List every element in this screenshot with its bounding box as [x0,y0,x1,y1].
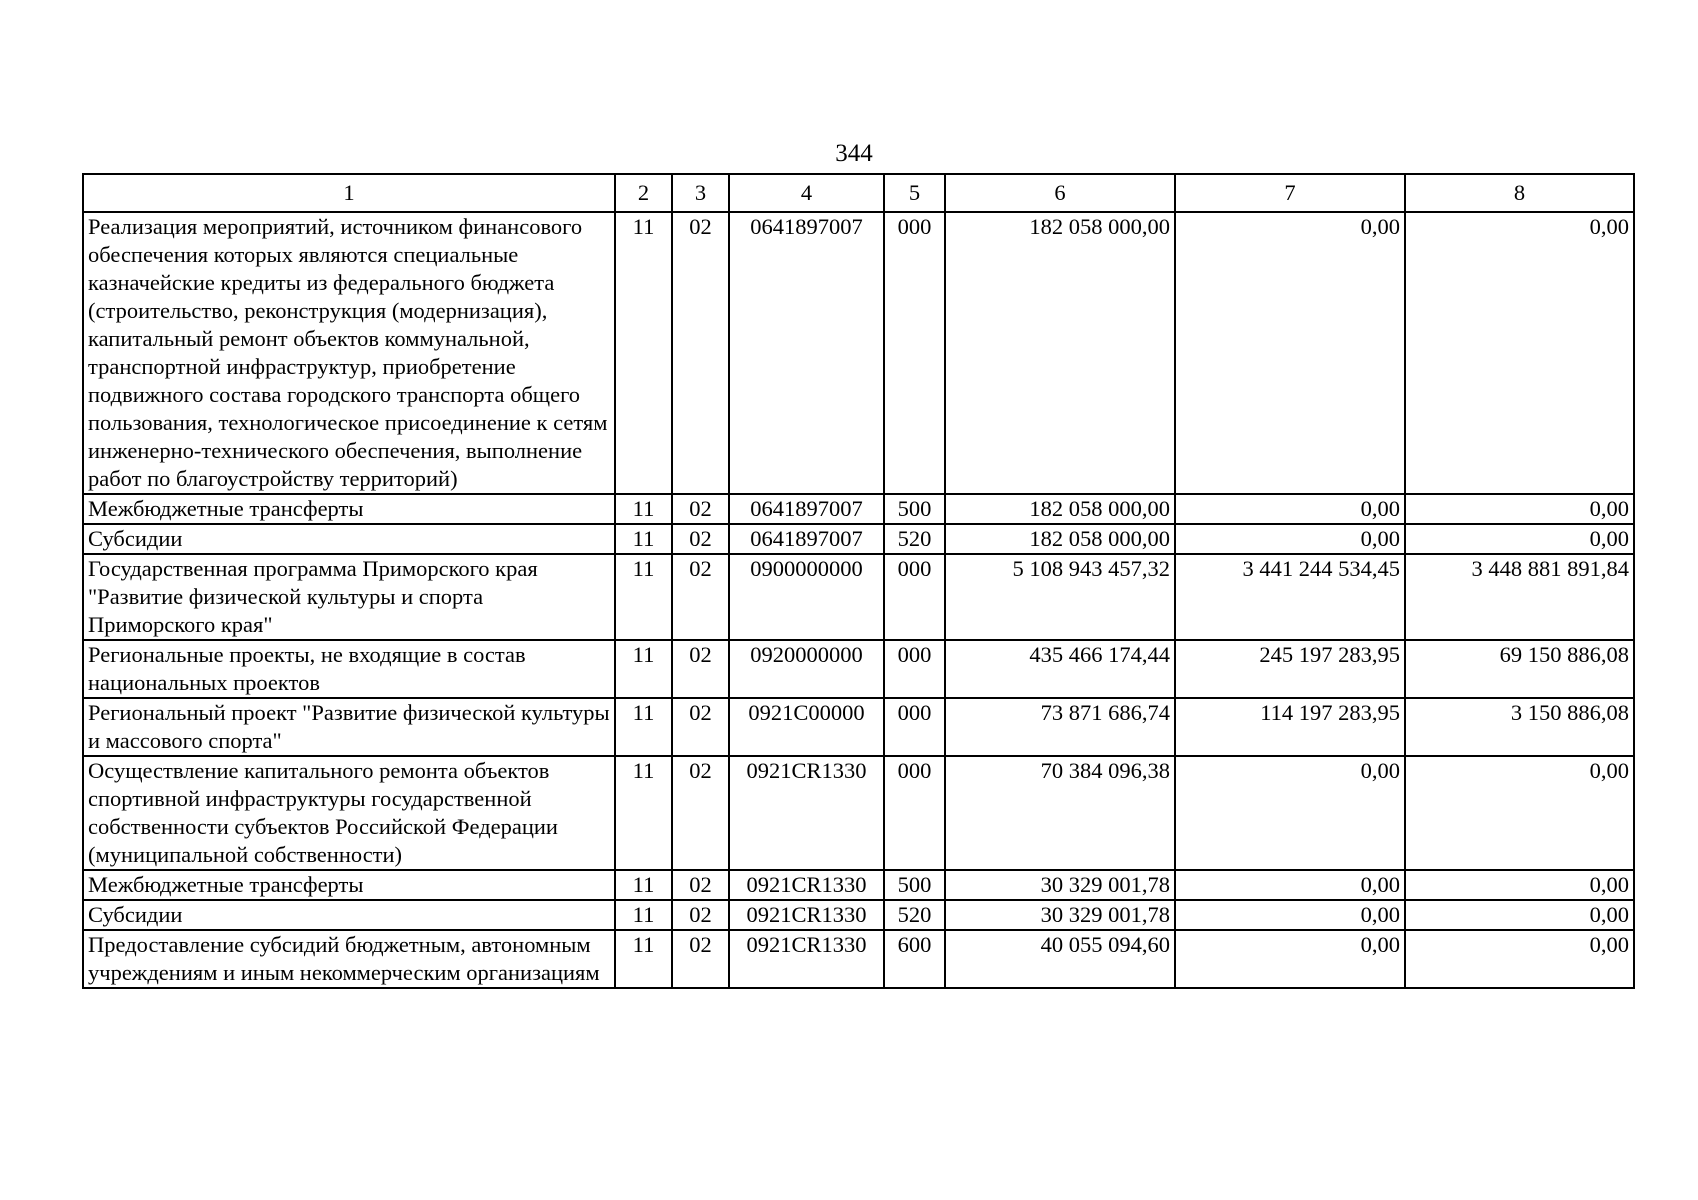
amount-col8: 69 150 886,08 [1405,640,1634,698]
subsection-code: 02 [672,494,729,524]
section-code: 11 [615,554,672,640]
table-row [83,900,1634,930]
target-code: 0921CR1330 [729,870,884,900]
amount-col6: 182 058 000,00 [945,524,1175,554]
type-code: 520 [884,524,945,554]
amount-col7: 0,00 [1175,524,1405,554]
type-code: 000 [884,756,945,870]
table-row [83,640,1634,698]
column-header: 1 [83,174,615,212]
amount-col8: 0,00 [1405,870,1634,900]
target-code: 0641897007 [729,524,884,554]
type-code: 000 [884,640,945,698]
subsection-code: 02 [672,554,729,640]
column-header: 6 [945,174,1175,212]
amount-col6: 5 108 943 457,32 [945,554,1175,640]
section-code: 11 [615,494,672,524]
target-code: 0641897007 [729,212,884,494]
table-row [83,756,1634,870]
amount-col6: 30 329 001,78 [945,900,1175,930]
target-code: 0641897007 [729,494,884,524]
column-header: 2 [615,174,672,212]
type-code: 000 [884,554,945,640]
row-name: Межбюджетные трансферты [83,870,615,900]
table-row [83,212,1634,494]
subsection-code: 02 [672,756,729,870]
row-name: Межбюджетные трансферты [83,494,615,524]
section-code: 11 [615,212,672,494]
amount-col6: 435 466 174,44 [945,640,1175,698]
column-header: 5 [884,174,945,212]
column-header: 3 [672,174,729,212]
section-code: 11 [615,870,672,900]
row-name: Осуществление капитального ремонта объектов спортивной инфраструктуры государственной собственности субъектов Российской Федерации (муниципальной собственности) [83,756,615,870]
column-header: 4 [729,174,884,212]
table-row [83,930,1634,988]
row-name: Предоставление субсидий бюджетным, автономным учреждениям и иным некоммерческим организациям [83,930,615,988]
amount-col7: 0,00 [1175,900,1405,930]
subsection-code: 02 [672,900,729,930]
target-code: 0921CR1330 [729,930,884,988]
page-number: 344 [835,140,873,167]
amount-col8: 0,00 [1405,756,1634,870]
amount-col8: 3 150 886,08 [1405,698,1634,756]
amount-col7: 0,00 [1175,494,1405,524]
table-row [83,494,1634,524]
column-header: 8 [1405,174,1634,212]
section-code: 11 [615,930,672,988]
amount-col8: 0,00 [1405,900,1634,930]
amount-col8: 3 448 881 891,84 [1405,554,1634,640]
amount-col6: 30 329 001,78 [945,870,1175,900]
amount-col7: 0,00 [1175,212,1405,494]
table-row [83,554,1634,640]
table-row [83,524,1634,554]
target-code: 0921CR1330 [729,900,884,930]
row-name: Субсидии [83,900,615,930]
type-code: 520 [884,900,945,930]
subsection-code: 02 [672,930,729,988]
target-code: 0920000000 [729,640,884,698]
row-name: Региональные проекты, не входящие в состав национальных проектов [83,640,615,698]
section-code: 11 [615,756,672,870]
row-name: Государственная программа Приморского края "Развитие физической культуры и спорта Приморского края" [83,554,615,640]
amount-col7: 0,00 [1175,930,1405,988]
amount-col6: 70 384 096,38 [945,756,1175,870]
target-code: 0900000000 [729,554,884,640]
type-code: 000 [884,698,945,756]
row-name: Реализация мероприятий, источником финансового обеспечения которых являются специальные казначейские кредиты из федерального бюджета (строительство, реконструкция (модернизация), капитальный ремонт объектов коммунальной, транспортной инфраструктур, приобретение подвижного состава городского транспорта общего пользования, технологическое присоединение к сетям инженерно-технического обеспечения, выполнение работ по благоустройству территорий) [83,212,615,494]
row-name: Региональный проект "Развитие физической культуры и массового спорта" [83,698,615,756]
target-code: 0921CR1330 [729,756,884,870]
type-code: 500 [884,870,945,900]
subsection-code: 02 [672,524,729,554]
section-code: 11 [615,698,672,756]
column-header: 7 [1175,174,1405,212]
amount-col7: 0,00 [1175,756,1405,870]
target-code: 0921C00000 [729,698,884,756]
column-number-row [83,174,1634,212]
amount-col7: 114 197 283,95 [1175,698,1405,756]
table-row [83,870,1634,900]
amount-col8: 0,00 [1405,930,1634,988]
subsection-code: 02 [672,870,729,900]
amount-col6: 73 871 686,74 [945,698,1175,756]
amount-col6: 182 058 000,00 [945,212,1175,494]
section-code: 11 [615,900,672,930]
amount-col7: 0,00 [1175,870,1405,900]
type-code: 000 [884,212,945,494]
subsection-code: 02 [672,212,729,494]
subsection-code: 02 [672,640,729,698]
type-code: 600 [884,930,945,988]
amount-col6: 182 058 000,00 [945,494,1175,524]
table-row [83,698,1634,756]
amount-col8: 0,00 [1405,494,1634,524]
amount-col6: 40 055 094,60 [945,930,1175,988]
section-code: 11 [615,640,672,698]
section-code: 11 [615,524,672,554]
type-code: 500 [884,494,945,524]
amount-col7: 245 197 283,95 [1175,640,1405,698]
amount-col8: 0,00 [1405,212,1634,494]
amount-col7: 3 441 244 534,45 [1175,554,1405,640]
amount-col8: 0,00 [1405,524,1634,554]
budget-table [82,173,1635,989]
row-name: Субсидии [83,524,615,554]
subsection-code: 02 [672,698,729,756]
